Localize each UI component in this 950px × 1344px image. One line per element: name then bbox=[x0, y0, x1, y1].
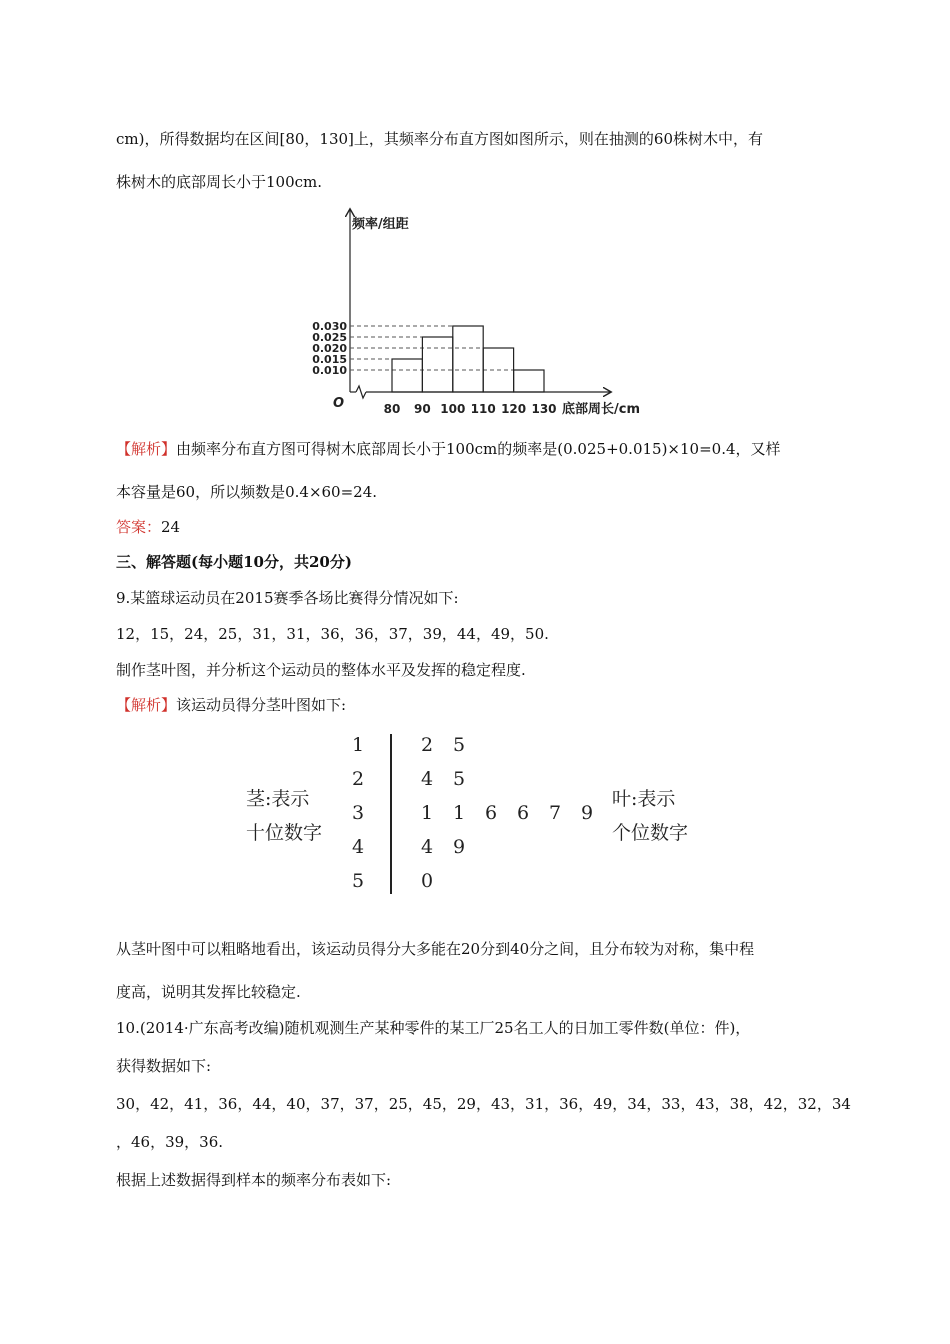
leaf-label-1: 叶:表示 bbox=[612, 788, 676, 810]
histogram-bar-1 bbox=[392, 359, 422, 392]
leaf-value: 5 bbox=[453, 768, 466, 790]
x-tick-label-2: 90 bbox=[414, 402, 431, 416]
histogram-x-ticks bbox=[384, 402, 557, 416]
q8-answer bbox=[116, 516, 180, 537]
x-tick-label-6: 130 bbox=[531, 402, 557, 416]
stem-leaf-plot bbox=[240, 730, 710, 900]
y-axis-label: 频率/组距 bbox=[352, 217, 409, 232]
y-tick-label-3: 0.020 bbox=[312, 342, 347, 355]
leaf-label-2: 个位数字 bbox=[612, 822, 689, 844]
q9-solution-intro-text: 该运动员得分茎叶图如下: bbox=[176, 696, 347, 714]
intro-line-1: cm)，所得数据均在区间[80，130]上，其频率分布直方图如图所示，则在抽测的60株树木中，有 bbox=[116, 130, 763, 148]
histogram-bar-3 bbox=[453, 326, 483, 392]
q10-data-line-2: ，46，39，36. bbox=[116, 1133, 224, 1151]
q8-solution-line-2: 本容量是60，所以频数是0.4×60=24. bbox=[116, 483, 378, 501]
histogram-bars bbox=[392, 326, 544, 392]
q10-line-1: 10.(2014·广东高考改编)随机观测生产某种零件的某工厂25名工人的日加工零件数(单位：件)， bbox=[116, 1019, 751, 1037]
stem-value: 2 bbox=[351, 768, 365, 790]
q10-line-5: 根据上述数据得到样本的频率分布表如下: bbox=[116, 1171, 392, 1189]
frequency-histogram bbox=[300, 206, 660, 426]
y-tick-label-1: 0.030 bbox=[312, 320, 347, 333]
q10-data-line-1: 30，42，41，36，44，40，37，37，25，45，29，43，31，36，49，34，33，43，38，42，32，34 bbox=[116, 1095, 851, 1113]
leaf-value: 6 bbox=[485, 802, 498, 824]
q9-line-1: 9.某篮球运动员在2015赛季各场比赛得分情况如下: bbox=[116, 589, 459, 607]
x-tick-label-4: 110 bbox=[470, 402, 496, 416]
leaf-value: 4 bbox=[421, 836, 434, 858]
leaf-value: 4 bbox=[421, 768, 434, 790]
y-tick-label-5: 0.010 bbox=[312, 364, 347, 377]
y-tick-label-2: 0.025 bbox=[312, 331, 347, 344]
origin-label: O bbox=[333, 396, 345, 411]
x-tick-label-3: 100 bbox=[440, 402, 466, 416]
leaf-value: 7 bbox=[549, 802, 562, 824]
intro-line-2: 株树木的底部周长小于100cm. bbox=[116, 173, 323, 191]
x-tick-label-1: 80 bbox=[383, 402, 401, 416]
stem-value: 3 bbox=[351, 802, 365, 824]
q10-line-2: 获得数据如下: bbox=[116, 1057, 212, 1075]
histogram-bar-2 bbox=[422, 337, 452, 392]
q9-line-3: 制作茎叶图，并分析这个运动员的整体水平及发挥的稳定程度. bbox=[116, 661, 526, 679]
q9-solution-intro bbox=[116, 694, 346, 715]
q9-conclusion-1: 从茎叶图中可以粗略地看出，该运动员得分大多能在20分到40分之间，且分布较为对称，集中程 bbox=[116, 940, 755, 958]
x-axis-label: 底部周长/cm bbox=[562, 402, 641, 417]
leaf-value: 5 bbox=[453, 734, 466, 756]
leaf-value: 6 bbox=[517, 802, 530, 824]
q8-solution-text-1: 由频率分布直方图可得树木底部周长小于100cm的频率是(0.025+0.015)×10=0.4，又样 bbox=[176, 440, 781, 458]
q8-solution-line-1 bbox=[116, 438, 781, 459]
stem-value: 5 bbox=[351, 870, 365, 892]
leaf-value: 1 bbox=[421, 802, 434, 824]
histogram-bar-5 bbox=[514, 370, 544, 392]
leaf-value: 0 bbox=[421, 870, 434, 892]
stem-leaf-divider bbox=[390, 734, 392, 894]
leaf-value: 9 bbox=[453, 836, 466, 858]
solution-tag: 【解析】 bbox=[116, 696, 177, 714]
histogram-y-ticks bbox=[312, 320, 347, 377]
leaf-value: 1 bbox=[453, 802, 466, 824]
stem-value: 1 bbox=[351, 734, 365, 756]
stem-label-2: 十位数字 bbox=[246, 822, 323, 844]
solution-tag: 【解析】 bbox=[116, 440, 177, 458]
y-tick-label-4: 0.015 bbox=[312, 353, 347, 366]
section-3-title: 三、解答题(每小题10分，共20分) bbox=[116, 553, 352, 571]
q9-data: 12，15，24，25，31，31，36，36，37，39，44，49，50. bbox=[116, 625, 549, 643]
answer-label: 答案： bbox=[116, 518, 162, 536]
axis-break bbox=[356, 386, 366, 398]
stem-value: 4 bbox=[351, 836, 365, 858]
leaf-value: 9 bbox=[581, 802, 594, 824]
leaf-value: 2 bbox=[421, 734, 434, 756]
stem-label-1: 茎:表示 bbox=[246, 788, 310, 810]
answer-value: 24 bbox=[161, 518, 181, 536]
q9-conclusion-2: 度高，说明其发挥比较稳定. bbox=[116, 983, 301, 1001]
x-tick-label-5: 120 bbox=[501, 402, 527, 416]
